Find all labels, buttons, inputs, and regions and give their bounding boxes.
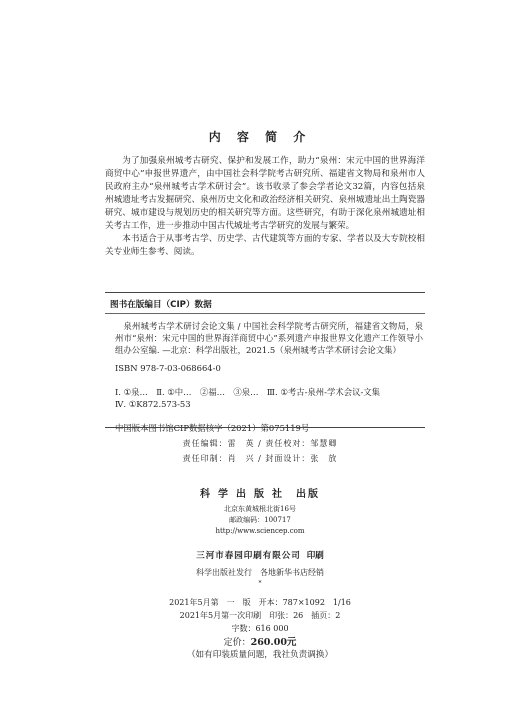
- summary-paragraph: 本书适合于从事考古学、历史学、古代建筑等方面的专家、学者以及大专院校相关专业师生参考、阅读。: [105, 234, 425, 257]
- separator-star: *: [258, 580, 262, 587]
- classification: [115, 386, 423, 410]
- publisher: [0, 485, 520, 500]
- isbn: ISBN 978-7-03-068664-0: [115, 363, 221, 373]
- printer-name: 三河市春园印刷有限公司: [196, 551, 301, 561]
- cip-data-block: [115, 320, 423, 434]
- divider: [105, 313, 425, 314]
- credit-line: 责任编辑：雷 英 / 责任校对：邹慧卿: [182, 439, 338, 448]
- credit-line: 责任印制：肖 兴 / 封面设计：张 放: [182, 454, 338, 463]
- distribution: 科学出版社发行 各地新华书店经销: [196, 568, 324, 577]
- quality-notice: （如有印装质量问题，我社负责调换）: [186, 650, 334, 660]
- classification-line: Ⅰ. ①泉… Ⅱ. ①中… ②福… ③泉… Ⅲ. ①考古-泉州-学术会议-文集: [115, 387, 381, 397]
- price-label: 定价：: [223, 638, 251, 648]
- divider: [105, 292, 425, 293]
- publisher-suffix: 出版: [296, 489, 320, 500]
- publisher-website: http://www.sciencep.com: [215, 527, 305, 535]
- divider: [105, 427, 425, 428]
- spec-line: 2021年5月第 一 版 开本：787×1092 1/16: [169, 598, 351, 607]
- classification-line: Ⅳ. ①K872.573-53: [115, 399, 191, 409]
- cip-title: 图书在版编目（CIP）数据: [110, 300, 212, 310]
- price: [0, 634, 520, 648]
- publisher-info: [0, 504, 520, 537]
- spec-line: 2021年5月第一次印刷 印张：26 插页：2: [179, 611, 341, 620]
- publisher-name: 科学出版社: [200, 489, 290, 500]
- edition-specs: [0, 596, 520, 635]
- content-summary: [105, 155, 425, 259]
- publisher-postcode: 邮政编码：100717: [229, 516, 291, 524]
- page-title: 内 容 简 介: [208, 130, 312, 144]
- cip-entry: 泉州城考古学术研讨会论文集 / 中国社会科学院考古研究所，福建省文物局，泉州市“泉州：宋元中国的世界海洋商贸中心”系列遗产申报世界文化遗产工作领导小组办公室编. —北京：科学出版社，2021.5（泉州城考古学术研讨会论文集）: [115, 321, 423, 355]
- publisher-address: 北京东黄城根北街16号: [224, 505, 296, 513]
- cip-record-number: 中国版本图书馆CIP数据核字（2021）第075119号: [115, 423, 310, 433]
- printer-suffix: 印刷: [306, 551, 324, 561]
- spec-line: 字数：616 000: [231, 624, 289, 633]
- price-value: 260.00元: [250, 637, 297, 648]
- printer: [0, 549, 520, 561]
- credits: [0, 436, 520, 466]
- summary-paragraph: 为了加强泉州城考古研究、保护和发展工作，助力“泉州：宋元中国的世界海洋商贸中心”申报世界遗产，由中国社会科学院考古研究所、福建省文物局和泉州市人民政府主办“泉州城考古学术研讨会”。该书收录了参会学者论文32篇，内容包括泉州城遗址考古发掘研究、泉州历史文化和政治经济相关研究、泉州城遗址出土陶瓷器研究、城市建设与规划历史的相关研究等方面。这些研究，有助于深化泉州城遗址相关考古工作，进一步推动中国古代城址考古学研究的发展与繁荣。: [105, 156, 425, 231]
